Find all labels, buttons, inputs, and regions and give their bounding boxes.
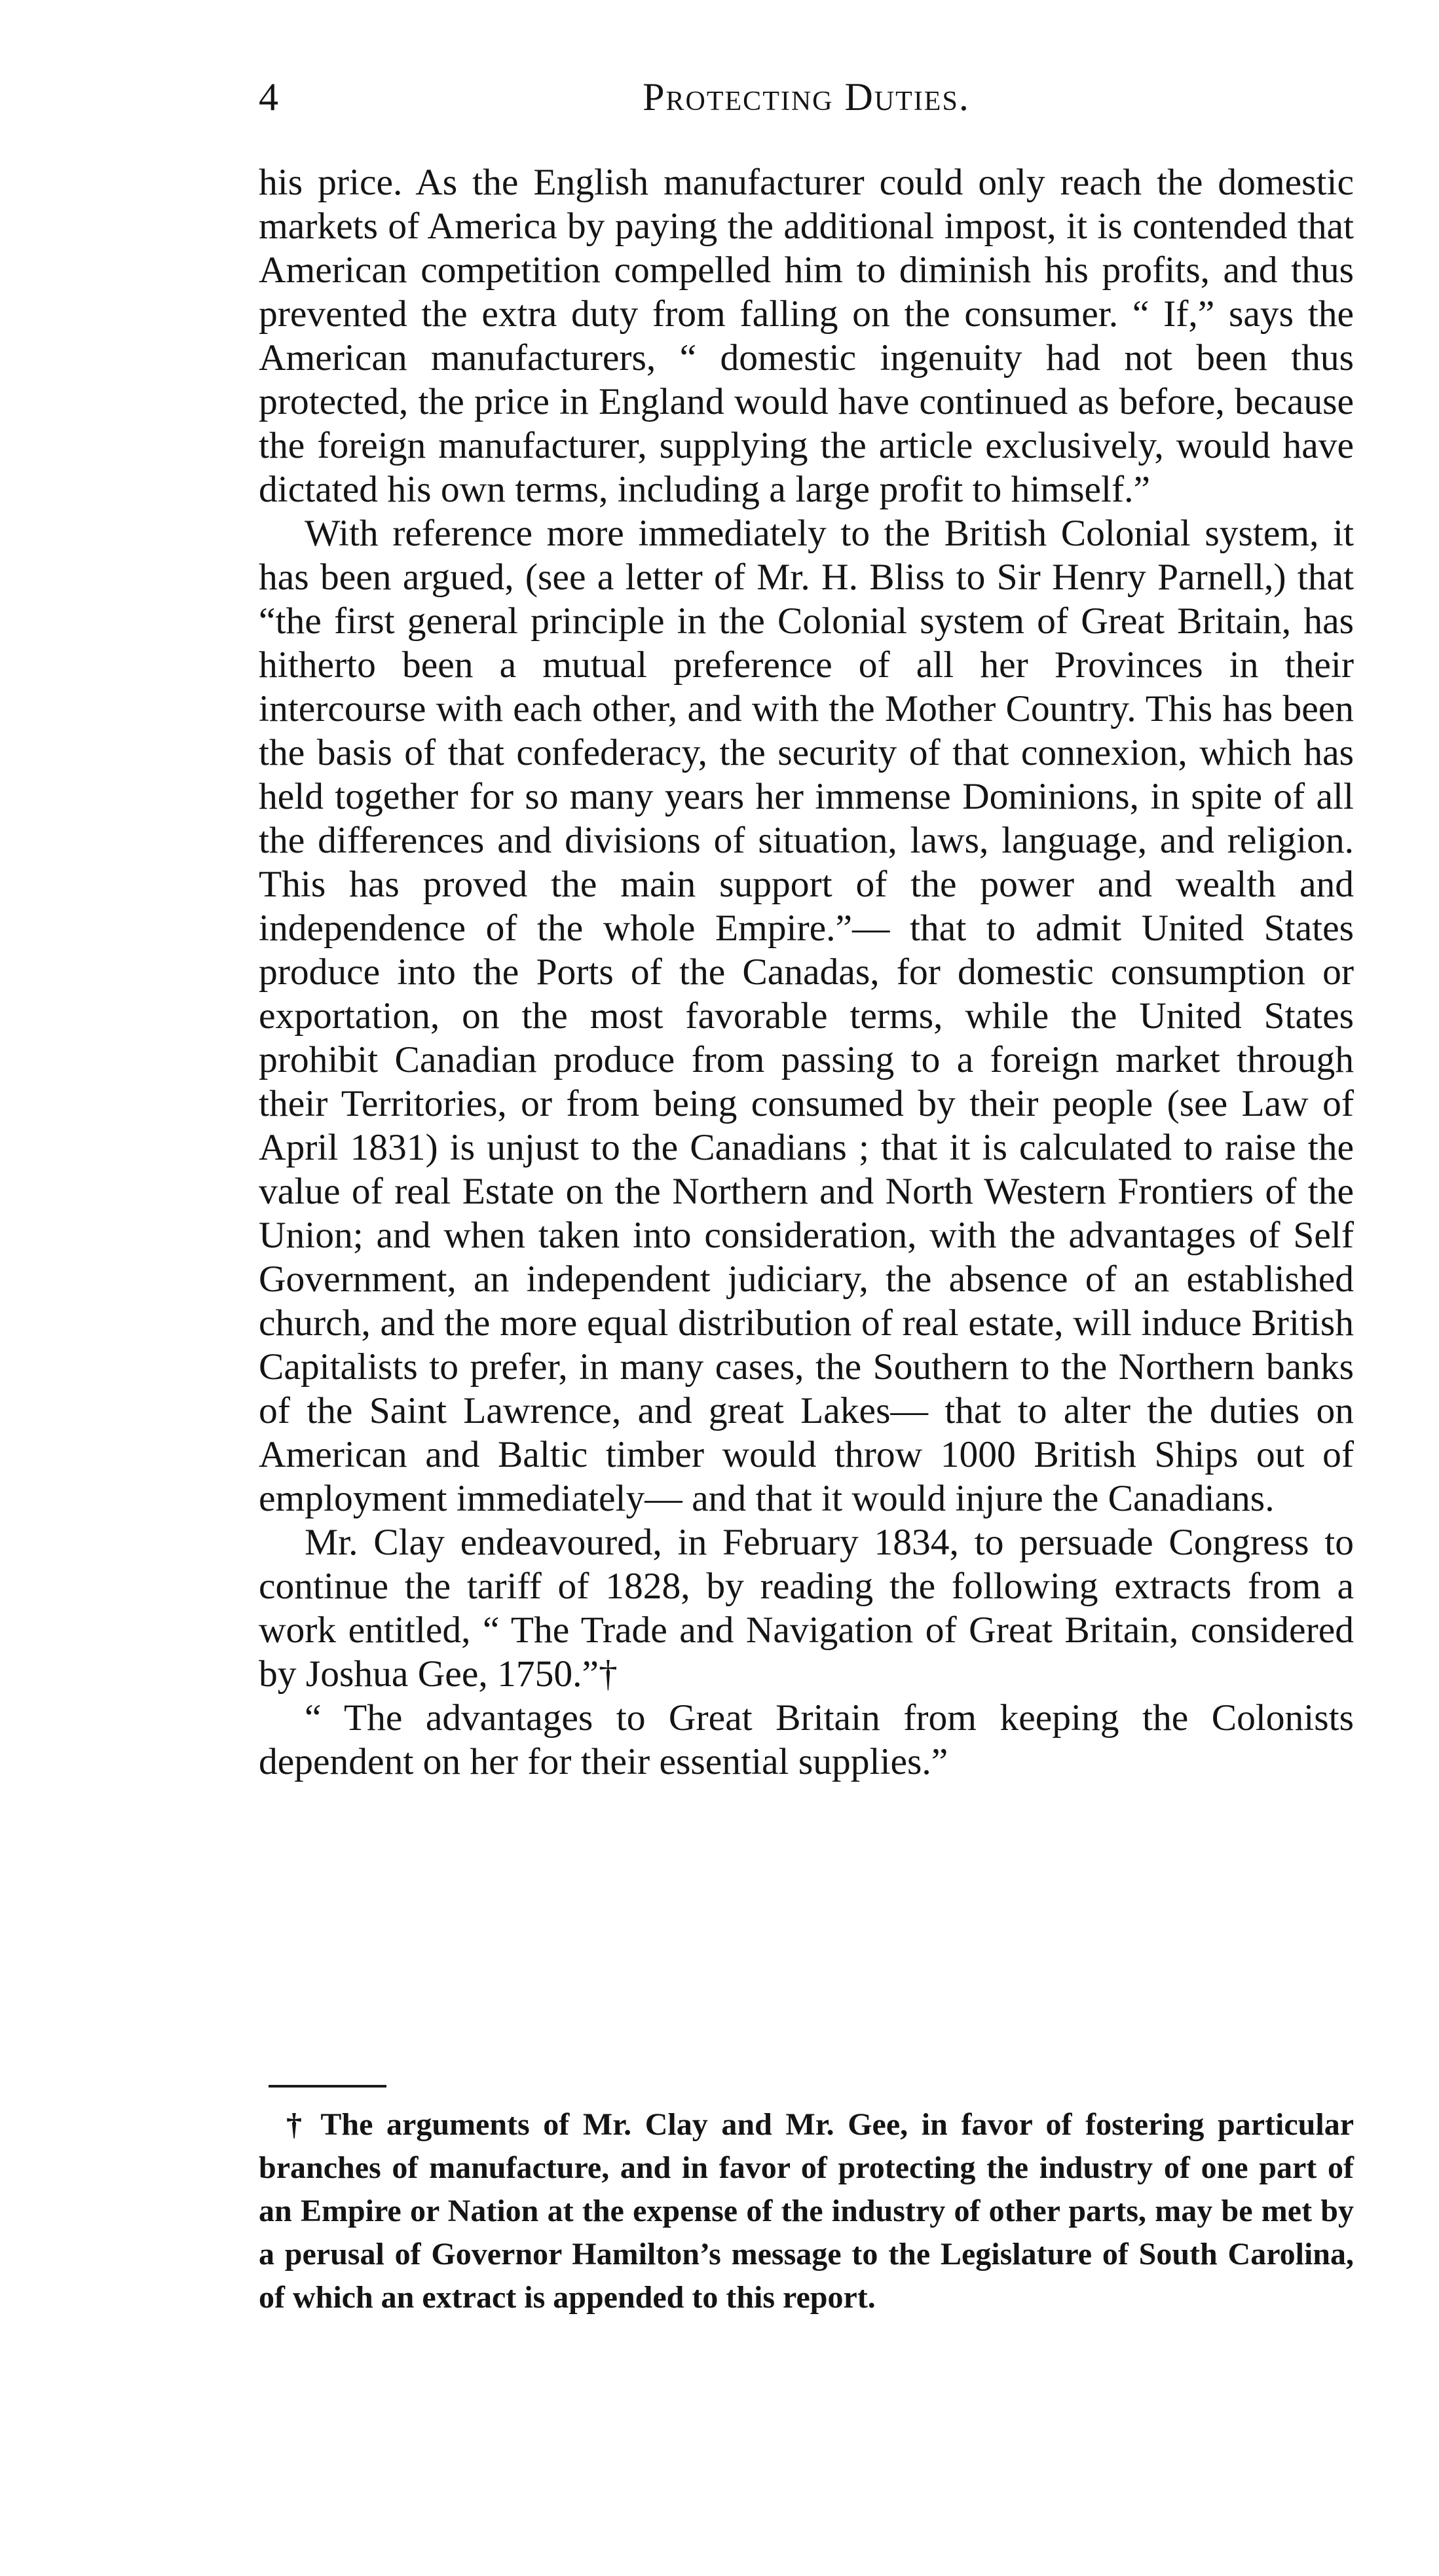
running-head — [259, 71, 1354, 123]
page-number: 4 — [259, 75, 278, 119]
body-text — [259, 160, 1354, 1784]
footnote-divider — [269, 2085, 386, 2088]
paragraph-colonial-system: With reference more immediately to the British Colonial system, it has been argued, (see a letter of Mr. H. Bliss to Sir Henry Parnell,) that “the first general principle in the Colonial system of Great Britain, has hitherto been a mutual preference of all her Provinces in their intercourse with each other, and with the Mother Country. This has been the basis of that confederacy, the security of that connexion, which has held together for so many years her immense Dominions, in spite of all the differences and divisions of situation, laws, language, and religion. This has proved the main support of the power and wealth and independence of the whole Empire.”— that to admit United States produce into the Ports of the Canadas, for domestic consumption or exportation, on the most favorable terms, while the United States prohibit Canadian produce from passing to a foreign market through their Territories, or from being consumed by their people (see Law of April 1831) is unjust to the Canadians ; that it is calculated to raise the value of real Estate on the Northern and North Western Frontiers of the Union; and when taken into consideration, with the advantages of Self Government, an independent judiciary, the absence of an established church, and the more equal distribution of real estate, will induce British Capitalists to prefer, in many cases, the Southern to the Northern banks of the Saint Lawrence, and great Lakes— that to alter the duties on American and Baltic timber would throw 1000 British Ships out of employment immediately— and that it would injure the Canadians. — [259, 513, 1354, 1519]
paragraph-mr-clay: Mr. Clay endeavoured, in February 1834, to persuade Congress to continue the tariff of 1828, by reading the following extracts from a work entitled, “ The Trade and Navigation of Great Britain, considered by Joshua Gee, 1750.”† — [259, 1522, 1354, 1695]
paragraph-quotation: “ The advantages to Great Britain from keeping the Colonists dependent on her for their essential supplies.” — [259, 1697, 1354, 1782]
running-title: Protecting Duties. — [643, 75, 970, 119]
footnote-text: † The arguments of Mr. Clay and Mr. Gee, in favor of fostering particular branches of manufacture, and in favor of protecting the industry of one part of an Empire or Nation at the expense of the industry of other parts, may be met by a perusal of Governor Hamilton’s message to the Legislature of South Carolina, of which an extract is appended to this report. — [259, 2107, 1354, 2315]
footnote — [259, 2103, 1354, 2319]
paragraph-continuation: his price. As the English manufacturer could only reach the domestic markets of America by paying the additional impost, it is contended that American competition compelled him to diminish his profits, and thus prevented the extra duty from falling on the consumer. “ If,” says the American manufacturers, “ domestic ingenuity had not been thus protected, the price in England would have continued as before, because the foreign manufacturer, supplying the article exclusively, would have dictated his own terms, including a large profit to himself.” — [259, 162, 1354, 510]
